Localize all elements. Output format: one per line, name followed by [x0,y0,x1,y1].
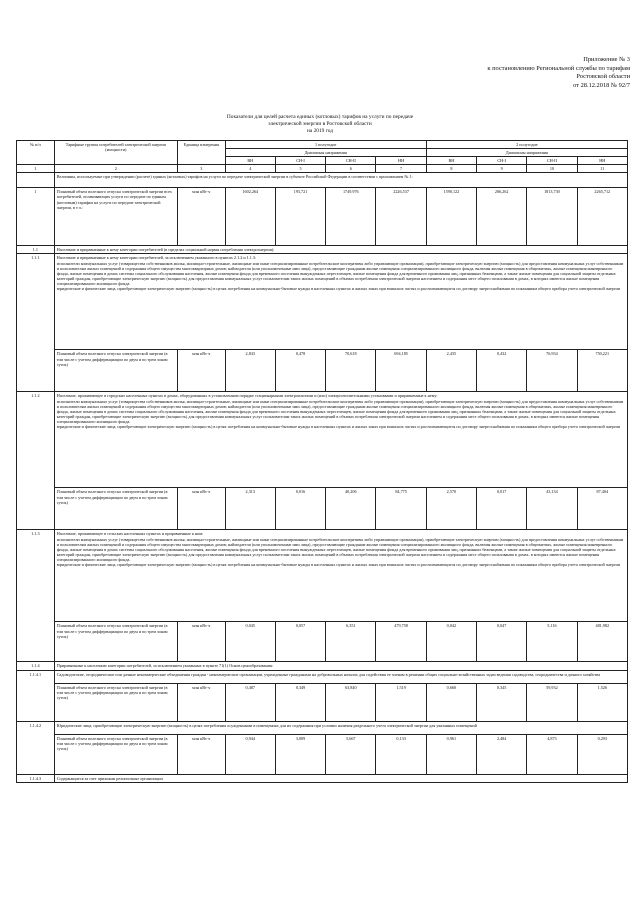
col-head-groups: Тарифные группы потребителей электрической энергии (мощности) [54,141,177,165]
value-cell: 2,843 [225,350,275,392]
row-label: Плановый объем полезного отпуска электрической энергии (в том числе с учетом дифференциации по двум и по трем зонам суток) [54,622,177,662]
row-no: 1 [17,188,55,246]
value-cell: 694,185 [376,350,426,392]
value-cell: 1602,264 [225,188,275,246]
col-number: 8 [426,165,476,173]
table-row [17,670,628,683]
col-number: 2 [54,165,177,173]
value-cell: 63,840 [326,683,376,721]
col-head-unit: Единица измерения [177,141,225,165]
value-cell: 0,045 [225,622,275,662]
value-cell: 0,016 [275,488,325,530]
col-number: 7 [376,165,426,173]
row-unit: млн кВт·ч [177,683,225,721]
value-cell: 43,134 [527,488,577,530]
row-unit: млн кВт·ч [177,350,225,392]
header-line: от 28.12.2018 № 92/7 [573,81,630,89]
table-row [17,774,628,782]
value-cell: 0,017 [477,488,527,530]
col-number: 9 [477,165,527,173]
title-line: на 2019 год [306,128,334,135]
row-no: 1.1.1 [17,254,55,392]
table-row [17,683,628,721]
row-no: 1.1.2 [17,392,55,530]
section-text [54,392,627,488]
col-number: 6 [326,165,376,173]
col-head-half2: 2 полугодие [426,141,627,149]
col-head-half1: 1 полугодие [225,141,426,149]
row-no: 1.1.4.3 [17,774,55,782]
row-label: Плановый объем полезного отпуска электрической энергии (в том числе с учетом дифференциации по двум и по трем зонам суток) [54,488,177,530]
value-cell: 0,961 [426,734,476,774]
col-number: 1 [17,165,55,173]
level-sn2-1: СН-II [326,157,376,165]
value-cell: 1749,976 [326,188,376,246]
value-cell: 479,758 [376,622,426,662]
row-unit: млн кВт·ч [177,188,225,246]
value-cell: 2,484 [477,734,527,774]
value-cell: 6,351 [326,622,376,662]
section-description: юридические и физические лица, приобретающие электрическую энергию (мощность) в целях потребления на коммунально-бытовые нужды в населенных пунктах и жилых зонах при воинских частях и рассчитывающиеся по договору энергоснабжения по показаниям общего прибора учета электрической энергии [56,286,620,292]
header-line: к постановлению Региональной службы по тарифам [487,64,630,72]
col-number: 3 [177,165,225,173]
value-cell: 1,519 [376,683,426,721]
value-cell: 2226,537 [376,188,426,246]
col-number: 5 [275,165,325,173]
col-number: 10 [527,165,577,173]
value-cell: 70,618 [326,350,376,392]
row-no: 1.1.4.2 [17,721,55,774]
level-nn-2: НН [577,157,627,165]
table-row [17,254,628,350]
document-title [120,114,520,136]
value-cell: 0,042 [426,622,476,662]
value-cell: 0,478 [275,350,325,392]
value-cell: 4,873 [527,734,577,774]
header-line: Ростовской области [576,73,630,81]
section-description: исполнители коммунальных услуг (товарищества собственников жилья, жилищно-строительные, жилищные или иные специализированные потребительские кооперативы либо управляющие организации), приобретающие электрическую энергию (мощность) для предоставления коммунальных услуг собственникам и пользователям жилых помещений и содержания общего имущества многоквартирных домов; наймодатели (или уполномоченные ими лица), предоставляющие гражданам жилые помещения специализированного жилищного фонда, включая жилые помещения в общежитиях, жилые помещения маневренного фонда, жилые помещения в домах системы социального обслуживания населения, жилые помещения фонда для временного поселения вынужденных переселенцев, жилые помещения фонда для временного проживания лиц, признанных беженцами, а также жилые помещения для социальной защиты отдельных категорий граждан, приобретающие электрическую энергию (мощность) для предоставления коммунальных услуг пользователям таких жилых помещений в объемах потребления электрической энергии населением и содержания мест общего пользования в домах, в которых имеются жилые помещения специализированного жилищного фонда. [56,398,624,424]
value-cell: 0,487 [225,683,275,721]
row-label: Плановый объем полезного отпуска электрической энергии (в том числе с учетом дифференциации по двум и по трем зонам суток) [54,683,177,721]
row-no: 1.1.3 [17,530,55,662]
value-cell: 1,526 [577,683,627,721]
value-cell: 5,116 [527,622,577,662]
row-unit: млн кВт·ч [177,488,225,530]
table-row [17,721,628,734]
table-row [17,173,628,188]
value-cell: 0,660 [426,683,476,721]
row-label: Плановый объем полезного отпуска электрической энергии (в том числе с учетом дифференциации по двум и по трем зонам суток) [54,350,177,392]
row-no: 1.1.4.1 [17,670,55,721]
value-cell: 750,221 [577,350,627,392]
section-text: Садоводческие, огороднические или дачные некоммерческие объединения граждан - некоммерческие организации, учрежденные гражданами на добровольных началах для содействия ее членам в решении общих социально-хозяйственных задач ведения садоводства, огородничества и дачного хозяйства [54,670,627,683]
row-no: 1.1 [17,246,55,254]
value-cell: 59,932 [527,683,577,721]
level-vn-1: ВН [225,157,275,165]
table-row [17,392,628,488]
row-label: Плановый объем полезного отпуска электрической энергии всех потребителей, оплачивающих услуги по передаче по единым (котловым) тарифам на услуги по передаче электрической энергии, в т.ч.: [54,188,177,246]
table-row [17,662,628,670]
section-text: Население и приравненные к нему категории потребителей (в пределах социальной нормы потребления электроэнергии): [54,246,627,254]
col-number: 11 [577,165,627,173]
value-cell: 3,009 [275,734,325,774]
table-row [17,622,628,662]
value-cell: 0,345 [477,683,527,721]
approval-header [410,56,630,90]
table-row [17,350,628,392]
value-cell: 40,206 [326,488,376,530]
value-cell: 2,570 [426,488,476,530]
value-cell: 76,934 [527,350,577,392]
value-cell: 5,667 [326,734,376,774]
column-numbers-row [17,165,628,173]
table-row [17,734,628,774]
col-head-range1: Диапазоны напряжения [225,149,426,157]
value-cell: 2,435 [426,350,476,392]
section-heading: Население и приравненные к нему категории потребителей, за исключением указанного в пунктах 2.1.2 и 1.1.3: [56,255,257,261]
col-head-no: № п/п [17,141,55,165]
value-cell: 206,262 [477,188,527,246]
value-cell: 84,775 [376,488,426,530]
value-cell: 0,944 [225,734,275,774]
row-unit: млн кВт·ч [177,622,225,662]
section-text: Юридические лица, приобретающие электрическую энергию (мощность) в целях потребления осужденными в помещениях для их содержания при условии наличия раздельного учета электрической энергии для указанных помещений [54,721,627,734]
section-description: исполнители коммунальных услуг (товарищества собственников жилья, жилищно-строительные, жилищные или иные специализированные потребительские кооперативы либо управляющие организации), приобретающие электрическую энергию (мощность) для предоставления коммунальных услуг собственникам и пользователям жилых помещений и содержания общего имущества многоквартирных домов; наймодатели (или уполномоченные ими лица), предоставляющие гражданам жилые помещения специализированного жилищного фонда, включая жилые помещения в общежитиях, жилые помещения маневренного фонда, жилые помещения в домах системы социального обслуживания населения, жилые помещения фонда для временного поселения вынужденных переселенцев, жилые помещения фонда для временного проживания лиц, признанных беженцами, а также жилые помещения для социальной защиты отдельных категорий граждан, приобретающие электрическую энергию (мощность) для предоставления коммунальных услуг пользователям таких жилых помещений в объемах потребления электрической энергии населением и содержания мест общего пользования в домах, в которых имеются жилые помещения специализированного жилищного фонда. [56,260,624,286]
table-row [17,530,628,622]
table-row [17,188,628,246]
value-cell: 2265,712 [577,188,627,246]
title-line: Показатели для целей расчета единых (котловых) тарифов на услуги по передаче [226,114,414,120]
section-text [54,254,627,350]
value-cell: 87,404 [577,488,627,530]
section-text: Приравненные к населению категории потребителей, за исключением указанных в пункте 71(1) Основ ценообразования: [54,662,627,670]
value-cell: 0,432 [477,350,527,392]
value-cell: 0,057 [275,622,325,662]
value-cell: 1590,122 [426,188,476,246]
table-row [17,488,628,530]
value-cell: 0,133 [376,734,426,774]
value-cell: 0,047 [477,622,527,662]
col-number: 4 [225,165,275,173]
section-text: Содержащиеся за счет прихожан религиозные организации [54,774,627,782]
section-heading: Население, проживающее в сельских населенных пунктах и приравненные к ним: [56,531,204,537]
row-label: Плановый объем полезного отпуска электрической энергии (в том числе с учетом дифференциации по двум и по трем зонам суток) [54,734,177,774]
level-sn1-2: СН-I [477,157,527,165]
value-cell: 193,721 [275,188,325,246]
value-cell: 1813,730 [527,188,577,246]
level-vn-2: ВН [426,157,476,165]
value-cell: 0,293 [577,734,627,774]
section-description: юридические и физические лица, приобретающие электрическую энергию (мощность) в целях потребления на коммунально-бытовые нужды в населенных пунктах и жилых зонах при воинских частях и рассчитывающиеся по договору энергоснабжения по показаниям общего прибора учета электрической энергии [56,562,620,568]
value-cell: 481,982 [577,622,627,662]
header-line: Приложение № 3 [583,56,630,63]
value-cell: 0,349 [275,683,325,721]
section-text [54,530,627,622]
tariff-table [16,140,628,783]
value-cell: 2,313 [225,488,275,530]
level-sn1-1: СН-I [275,157,325,165]
section-heading: Население, проживающее в городских населенных пунктах в домах, оборудованных в установленном порядке стационарными электроплитами и (или) электроотопительными установками и приравненные к нему: [56,393,438,399]
section-text: Величины, используемые при утверждении (расчете) единых (котловых) тарифов на услуги по передаче электрической энергии в субъекте Российской Федерации в соответствии с приложением № 1: [54,173,627,188]
level-nn-1: НН [376,157,426,165]
title-line: электрической энергии в Ростовской области [268,121,372,128]
section-description: исполнители коммунальных услуг (товарищества собственников жилья, жилищно-строительные, жилищные или иные специализированные потребительские кооперативы либо управляющие организации), приобретающие электрическую энергию (мощность) для предоставления коммунальных услуг собственникам и пользователям жилых помещений и содержания общего имущества многоквартирных домов; наймодатели (или уполномоченные ими лица), предоставляющие гражданам жилые помещения специализированного жилищного фонда, включая жилые помещения в общежитиях, жилые помещения маневренного фонда, жилые помещения в домах системы социального обслуживания населения, жилые помещения фонда для временного поселения вынужденных переселенцев, жилые помещения фонда для временного проживания лиц, признанных беженцами, а также жилые помещения для социальной защиты отдельных категорий граждан, приобретающие электрическую энергию (мощность) для предоставления коммунальных услуг пользователям таких жилых помещений в объемах потребления электрической энергии населением и содержания мест общего пользования в домах, в которых имеются жилые помещения специализированного жилищного фонда. [56,536,624,562]
col-head-range2: Диапазоны напряжения [426,149,627,157]
row-no: 1.1.4 [17,662,55,670]
table-row [17,246,628,254]
section-description: юридические и физические лица, приобретающие электрическую энергию (мощность) в целях потребления на коммунально-бытовые нужды в населенных пунктах и жилых зонах при воинских частях и рассчитывающиеся по договору энергоснабжения по показаниям общего прибора учета электрической энергии [56,424,620,430]
row-unit: млн кВт·ч [177,734,225,774]
level-sn2-2: СН-II [527,157,577,165]
